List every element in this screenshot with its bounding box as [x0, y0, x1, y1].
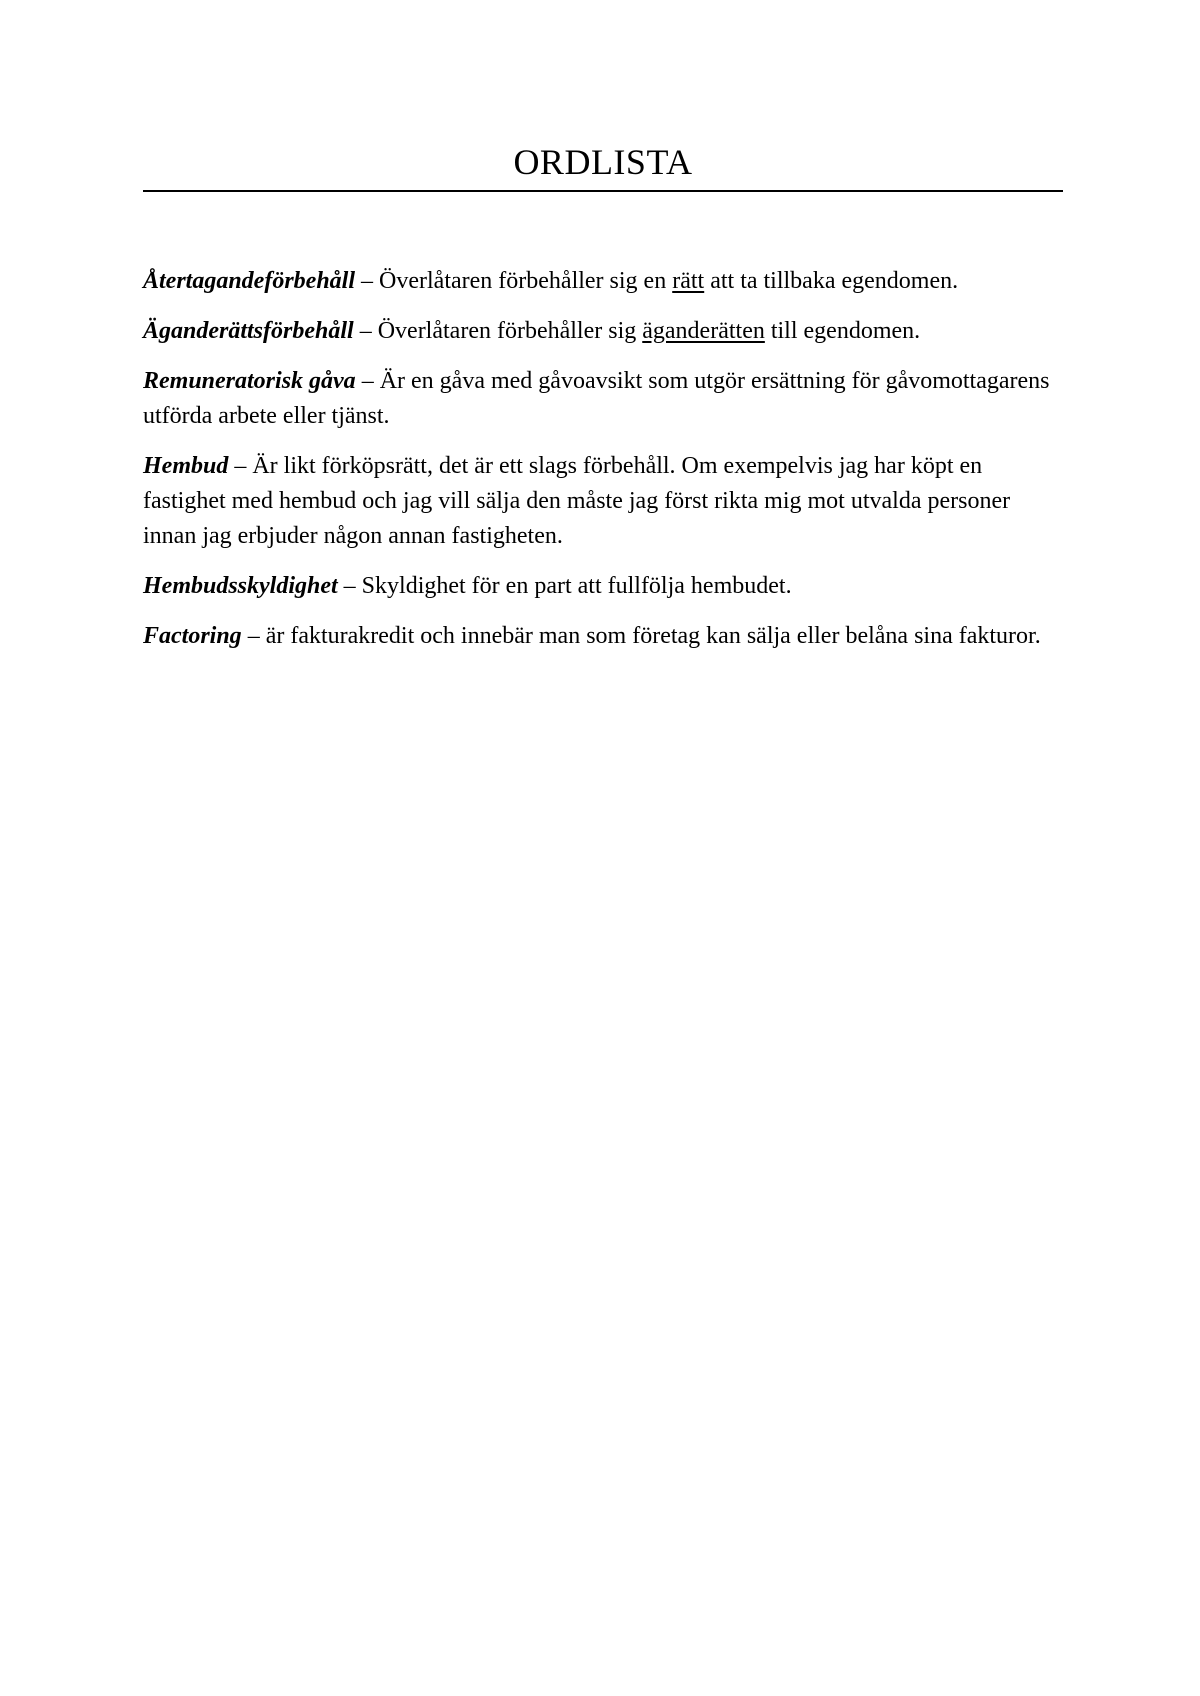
definition-text-end: att ta tillbaka egendomen. — [704, 268, 959, 294]
glossary-term: Hembudsskyldighet — [143, 573, 338, 599]
definition-text: är fakturakredit och innebär man som företag kan sälja eller belåna sina fakturor. — [265, 623, 1041, 649]
glossary-list — [143, 264, 1063, 669]
glossary-term: Remuneratorisk gåva — [143, 368, 356, 394]
term-separator: – — [228, 453, 253, 479]
term-separator: – — [355, 368, 380, 394]
glossary-entry — [143, 264, 1063, 299]
glossary-term: Hembud — [143, 453, 229, 479]
definition-text: Skyldighet för en part att fullfölja hembudet. — [361, 573, 792, 599]
definition-text: Är en gåva med gåvoavsikt som utgör ersättning för gåvomottagarens utförda arbete eller tjänst. — [143, 368, 1050, 429]
glossary-entry — [143, 364, 1063, 434]
term-separator: – — [337, 573, 362, 599]
definition-text: Överlåtaren förbehåller sig — [377, 318, 643, 344]
underlined-word: rätt — [672, 268, 705, 294]
glossary-term: Återtagandeförbehåll — [143, 268, 356, 294]
glossary-entry — [143, 449, 1063, 554]
glossary-term: Äganderättsförbehåll — [143, 318, 354, 344]
term-separator: – — [241, 623, 266, 649]
definition-text: Är likt förköpsrätt, det är ett slags förbehåll. Om exempelvis jag har köpt en fastighet med hembud och jag vill sälja den måste jag först rikta mig mot utvalda personer innan jag erbjuder någon annan fastigheten. — [143, 453, 1011, 549]
underlined-word: äganderätten — [642, 318, 765, 344]
page-title: ORDLISTA — [513, 142, 693, 182]
definition-text: Överlåtaren förbehåller sig en — [379, 268, 673, 294]
glossary-entry — [143, 314, 1063, 349]
title-underline-rule — [143, 190, 1063, 192]
definition-text-end: till egendomen. — [764, 318, 921, 344]
term-separator: – — [355, 268, 380, 294]
glossary-entry — [143, 619, 1063, 654]
glossary-entry — [143, 569, 1063, 604]
glossary-term: Factoring — [143, 623, 242, 649]
term-separator: – — [353, 318, 378, 344]
